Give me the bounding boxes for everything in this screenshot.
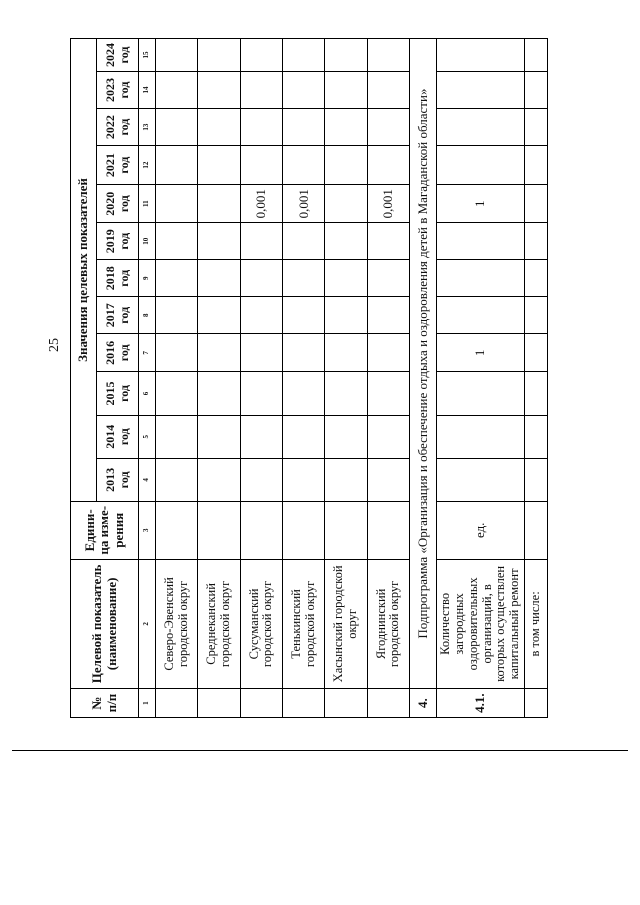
value-cell [325, 415, 367, 458]
unit-cell [525, 501, 548, 559]
subprogram-row [410, 39, 437, 718]
year-suffix: год [116, 428, 131, 446]
value-cell [198, 372, 240, 415]
value-cell [525, 223, 548, 260]
value-cell [325, 109, 367, 146]
year-suffix: год [116, 195, 131, 213]
indicator-name: в том числе: [525, 559, 548, 689]
header-year [97, 458, 139, 501]
column-number: 10 [139, 223, 156, 260]
footer-rule [12, 750, 628, 751]
value-cell [367, 372, 409, 415]
column-number: 12 [139, 146, 156, 185]
row-number: 4.1. [436, 689, 524, 718]
header-values: Значения целевых показателей [71, 39, 97, 502]
value-cell [325, 223, 367, 260]
value-cell [367, 223, 409, 260]
value-cell [283, 297, 325, 334]
header-year [97, 223, 139, 260]
value-cell [283, 415, 325, 458]
indicator-name: Ягоднинский городской округ [367, 559, 409, 689]
value-cell [436, 109, 524, 146]
column-number: 9 [139, 260, 156, 297]
page-number: 25 [47, 338, 62, 352]
year-number: 2018 [103, 266, 118, 291]
value-cell [325, 372, 367, 415]
value-cell [325, 39, 367, 72]
value-cell [198, 146, 240, 185]
value-cell [283, 109, 325, 146]
value-cell [436, 297, 524, 334]
value-cell [156, 334, 198, 372]
value-cell [325, 146, 367, 185]
column-number: 13 [139, 109, 156, 146]
value-cell [367, 334, 409, 372]
value-cell: 0,001 [283, 185, 325, 223]
header-year [97, 415, 139, 458]
value-cell [156, 415, 198, 458]
year-number: 2024 [103, 43, 118, 68]
year-number: 2015 [103, 381, 118, 406]
value-cell [525, 334, 548, 372]
value-cell [156, 185, 198, 223]
column-number: 11 [139, 185, 156, 223]
value-cell [240, 260, 282, 297]
value-cell: 1 [436, 334, 524, 372]
value-cell [367, 109, 409, 146]
value-cell [525, 109, 548, 146]
value-cell [198, 185, 240, 223]
value-cell [325, 185, 367, 223]
year-suffix: год [116, 344, 131, 362]
value-cell [325, 260, 367, 297]
value-cell [156, 372, 198, 415]
year-number: 2014 [103, 424, 118, 449]
value-cell [240, 415, 282, 458]
unit-cell [198, 501, 240, 559]
value-cell [525, 297, 548, 334]
column-number: 14 [139, 72, 156, 109]
value-cell [198, 297, 240, 334]
column-number: 7 [139, 334, 156, 372]
table-row [325, 39, 367, 718]
value-cell [436, 372, 524, 415]
value-cell [367, 458, 409, 501]
value-cell [283, 72, 325, 109]
value-cell [283, 372, 325, 415]
value-cell [156, 458, 198, 501]
value-cell [240, 372, 282, 415]
value-cell [436, 415, 524, 458]
header-unit: Едини-ца изме-рения [71, 501, 139, 559]
column-number: 5 [139, 415, 156, 458]
header-indicator: Целевой показатель (наименование) [71, 559, 139, 689]
indicator-name: Сусуманский городской округ [240, 559, 282, 689]
indicator-name: Тенькинский городской округ [283, 559, 325, 689]
value-cell [283, 146, 325, 185]
year-suffix: год [116, 269, 131, 287]
value-cell [156, 72, 198, 109]
value-cell [198, 458, 240, 501]
value-cell [436, 72, 524, 109]
header-year [97, 72, 139, 109]
value-cell [240, 72, 282, 109]
indicator-name: Количество загородных оздоровительных организаций, в которых осуществлен капитальный ремонт [436, 559, 524, 689]
year-number: 2020 [103, 191, 118, 216]
table-row [156, 39, 198, 718]
year-suffix: год [116, 46, 131, 64]
value-cell [436, 458, 524, 501]
row-number [525, 689, 548, 718]
value-cell [198, 334, 240, 372]
header-year [97, 109, 139, 146]
year-number: 2013 [103, 467, 118, 492]
value-cell [367, 260, 409, 297]
value-cell [240, 223, 282, 260]
value-cell [367, 297, 409, 334]
value-cell [198, 223, 240, 260]
table-row [367, 39, 409, 718]
value-cell [198, 72, 240, 109]
indicator-name: Среднеканский городской округ [198, 559, 240, 689]
value-cell [240, 458, 282, 501]
value-cell [283, 334, 325, 372]
value-cell: 0,001 [240, 185, 282, 223]
value-cell [198, 109, 240, 146]
value-cell [198, 260, 240, 297]
column-number: 4 [139, 458, 156, 501]
year-suffix: год [116, 385, 131, 402]
value-cell: 0,001 [367, 185, 409, 223]
value-cell [525, 372, 548, 415]
value-cell [525, 146, 548, 185]
row-number [156, 689, 198, 718]
value-cell [240, 109, 282, 146]
year-number: 2016 [103, 340, 118, 365]
header-year [97, 334, 139, 372]
header-year [97, 297, 139, 334]
header-year [97, 146, 139, 185]
unit-cell [283, 501, 325, 559]
year-suffix: год [116, 156, 131, 174]
value-cell [525, 72, 548, 109]
year-suffix: год [116, 118, 131, 136]
row-number [367, 689, 409, 718]
row-number [283, 689, 325, 718]
value-cell [367, 72, 409, 109]
indicators-table [70, 38, 548, 718]
value-cell [367, 415, 409, 458]
indicator-name: Северо-Эвенский городской округ [156, 559, 198, 689]
year-number: 2019 [103, 229, 118, 254]
value-cell [525, 39, 548, 72]
value-cell [198, 39, 240, 72]
unit-cell [156, 501, 198, 559]
value-cell [367, 146, 409, 185]
header-year [97, 260, 139, 297]
header-year [97, 39, 139, 72]
value-cell [156, 109, 198, 146]
indicator-name: Хасынский городской округ [325, 559, 367, 689]
value-cell [283, 39, 325, 72]
value-cell [367, 39, 409, 72]
value-cell [525, 260, 548, 297]
value-cell [525, 185, 548, 223]
unit-cell [325, 501, 367, 559]
column-number: 6 [139, 372, 156, 415]
header-year [97, 185, 139, 223]
value-cell [156, 260, 198, 297]
value-cell [325, 297, 367, 334]
rotated-table-container [70, 38, 548, 718]
subprogram-number: 4. [410, 689, 437, 718]
year-number: 2022 [103, 115, 118, 140]
unit-cell: ед. [436, 501, 524, 559]
value-cell [240, 39, 282, 72]
value-cell [525, 415, 548, 458]
table-row [436, 39, 524, 718]
value-cell: 1 [436, 185, 524, 223]
column-number: 2 [139, 559, 156, 689]
value-cell [283, 223, 325, 260]
value-cell [436, 39, 524, 72]
value-cell [325, 72, 367, 109]
value-cell [325, 458, 367, 501]
value-cell [283, 260, 325, 297]
year-number: 2023 [103, 78, 118, 103]
column-number: 15 [139, 39, 156, 72]
value-cell [283, 458, 325, 501]
year-suffix: год [116, 306, 131, 324]
table-row [525, 39, 548, 718]
value-cell [436, 223, 524, 260]
table-row [283, 39, 325, 718]
year-suffix: год [116, 471, 131, 489]
subprogram-title: Подпрограмма «Организация и обеспечение отдыха и оздоровления детей в Магаданской области» [410, 39, 437, 689]
column-number: 3 [139, 501, 156, 559]
row-number [240, 689, 282, 718]
value-cell [436, 146, 524, 185]
value-cell [198, 415, 240, 458]
column-number: 8 [139, 297, 156, 334]
unit-cell [240, 501, 282, 559]
value-cell [156, 223, 198, 260]
value-cell [240, 146, 282, 185]
year-number: 2021 [103, 153, 118, 178]
row-number [198, 689, 240, 718]
year-suffix: год [116, 81, 131, 99]
year-number: 2017 [103, 303, 118, 328]
value-cell [156, 297, 198, 334]
unit-cell [367, 501, 409, 559]
year-suffix: год [116, 232, 131, 250]
value-cell [240, 334, 282, 372]
header-year [97, 372, 139, 415]
row-number [325, 689, 367, 718]
value-cell [156, 146, 198, 185]
value-cell [240, 297, 282, 334]
column-number: 1 [139, 689, 156, 718]
value-cell [525, 458, 548, 501]
value-cell [156, 39, 198, 72]
header-number: № п/п [71, 689, 139, 718]
value-cell [436, 260, 524, 297]
table-row [240, 39, 282, 718]
table-row [198, 39, 240, 718]
value-cell [325, 334, 367, 372]
